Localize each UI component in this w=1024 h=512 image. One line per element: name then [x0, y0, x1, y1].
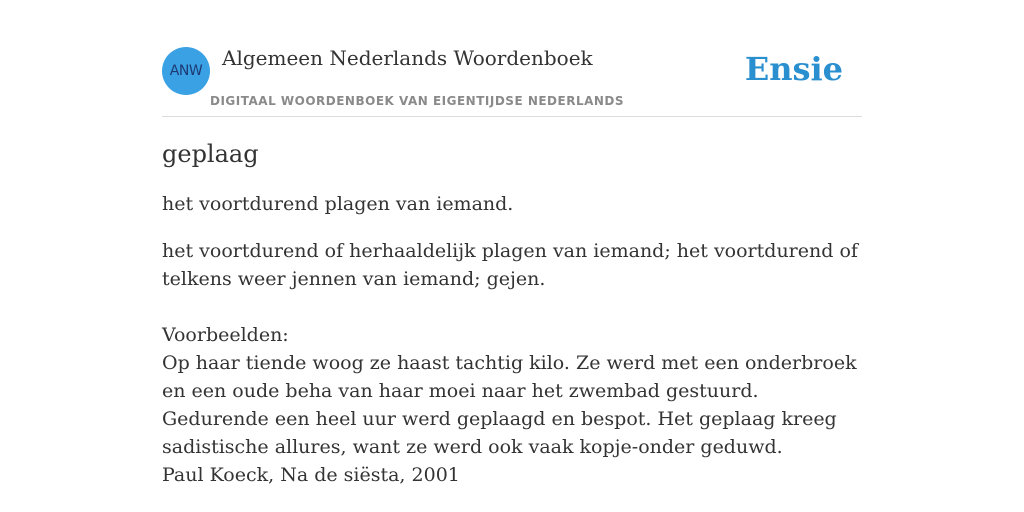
example-text: Op haar tiende woog ze haast tachtig kilo. Ze werd met een onderbroek en een oude beha van haar moei naar het zwembad gestuurd. Gedurende een heel uur werd geplaagd en bespot. Het geplaag kreeg sadistische allures, want ze werd ook vaak kopje-onder geduwd. [162, 352, 857, 458]
short-definition: het voortdurend plagen van iemand. [162, 193, 514, 215]
examples-label: Voorbeelden: [162, 324, 289, 346]
header [162, 44, 862, 117]
dictionary-title[interactable]: Algemeen Nederlands Woordenboek [222, 46, 593, 70]
ensie-logo[interactable]: Ensie [744, 50, 843, 88]
dictionary-subtitle: DIGITAAL WOORDENBOEK VAN EIGENTIJDSE NEDERLANDS [210, 94, 625, 108]
entry-content [162, 138, 866, 489]
headword: geplaag [162, 140, 259, 168]
logo-text: ANW [169, 63, 203, 79]
anw-logo[interactable] [162, 47, 210, 95]
example-source: Paul Koeck, Na de siësta, 2001 [162, 464, 460, 486]
long-definition: het voortdurend of herhaaldelijk plagen van iemand; het voortdurend of telkens weer jennen van iemand; gejen. [162, 240, 858, 290]
examples-section [162, 321, 866, 489]
